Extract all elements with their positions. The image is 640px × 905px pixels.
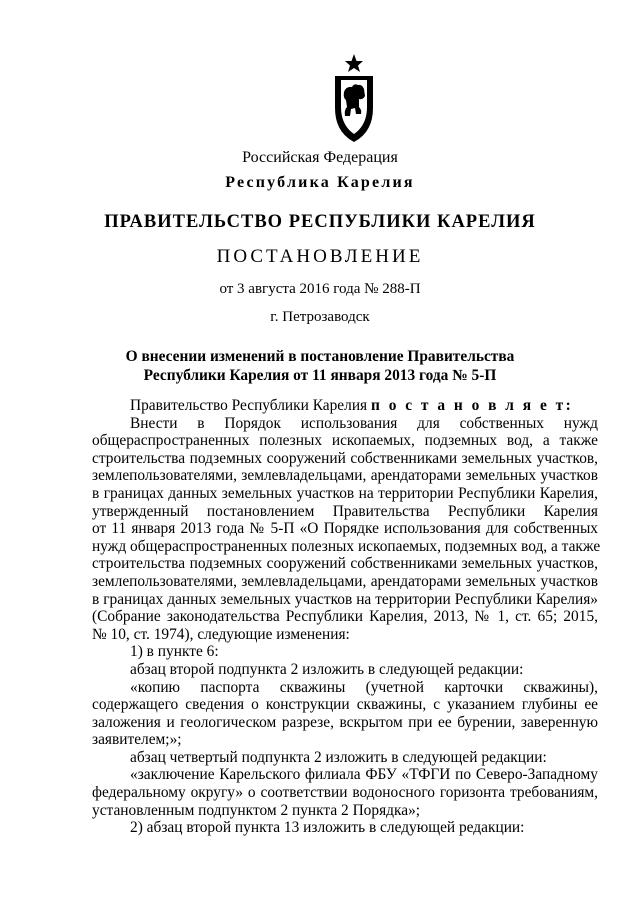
intro-verb: п о с т а н о в л я е т: [370, 397, 574, 414]
body-line: абзац четвертый подпункта 2 изложить в следующей редакции: [130, 748, 547, 766]
body-line: № 10, ст. 1974), следующие изменения: [92, 625, 350, 643]
body-line: заложения и геологическом разрезе, вскрытом при ее бурении, заверенную [92, 713, 598, 731]
body-line: федеральному округу» о соответствии водоносного горизонта требованиям, [92, 784, 598, 802]
body-line: содержащего сведения о конструкции скважины, с указанием глубины ее [92, 696, 598, 714]
body-line: в границах данных земельных участков на территории Республики Карелия» [92, 590, 598, 608]
body-line: землепользователями, землевладельцами, арендаторами земельных участков [92, 572, 598, 590]
star-icon [345, 54, 363, 72]
subject-line: Республики Карелия от 11 января 2013 года № 5-П [143, 367, 497, 384]
body-line: 1) в пункте 6: [130, 643, 219, 661]
body-line: 2) абзац второй пункта 13 изложить в следующей редакции: [130, 819, 525, 837]
body-line: общераспространенных полезных ископаемых, подземных вод, а также [92, 432, 598, 450]
body-line: землепользователями, землевладельцами, арендаторами земельных участков [92, 467, 598, 485]
document-subject [0, 347, 640, 385]
body-line: заявителем;»; [92, 731, 182, 749]
body-line: Внести в Порядок использования для собственных нужд [130, 414, 598, 432]
body-line: «заключение Карельского филиала ФБУ «ТФГИ по Северо-Западному [130, 766, 598, 784]
document-body [92, 397, 601, 837]
intro-prefix: Правительство Республики Карелия [130, 397, 371, 414]
republic-name: Республика Карелия [225, 174, 415, 191]
body-line: строительства подземных сооружений собственниками земельных участков, [92, 449, 598, 467]
subject-line: О внесении изменений в постановление Правительства [125, 348, 515, 365]
date-and-number: от 3 августа 2016 года № 288-П [219, 281, 421, 297]
intro-line [92, 397, 598, 415]
body-line: абзац второй подпункта 2 изложить в следующей редакции: [130, 660, 524, 678]
body-line: утвержденный постановлением Правительства Республики Карелия [92, 502, 598, 520]
body-line: «копию паспорта скважины (учетной карточки скважины), [130, 678, 598, 696]
coat-of-arms-emblem [332, 52, 376, 144]
city: г. Петрозаводск [270, 309, 370, 325]
body-line: от 11 января 2013 года № 5-П «О Порядке использования для собственных [92, 520, 598, 538]
body-line: нужд общераспространенных полезных ископаемых, подземных вод, а также [92, 537, 601, 555]
country-name: Российская Федерация [242, 149, 398, 166]
body-line: строительства подземных сооружений собственниками земельных участков, [92, 555, 598, 573]
body-line: (Собрание законодательства Республики Карелия, 2013, № 1, ст. 65; 2015, [92, 608, 598, 626]
body-line: в границах данных земельных участков на территории Республики Карелия, [92, 484, 598, 502]
body-line: установленным подпунктом 2 пункта 2 Порядка»; [92, 801, 421, 819]
document-type: ПОСТАНОВЛЕНИЕ [216, 246, 424, 267]
government-title: ПРАВИТЕЛЬСТВО РЕСПУБЛИКИ КАРЕЛИЯ [104, 212, 536, 232]
